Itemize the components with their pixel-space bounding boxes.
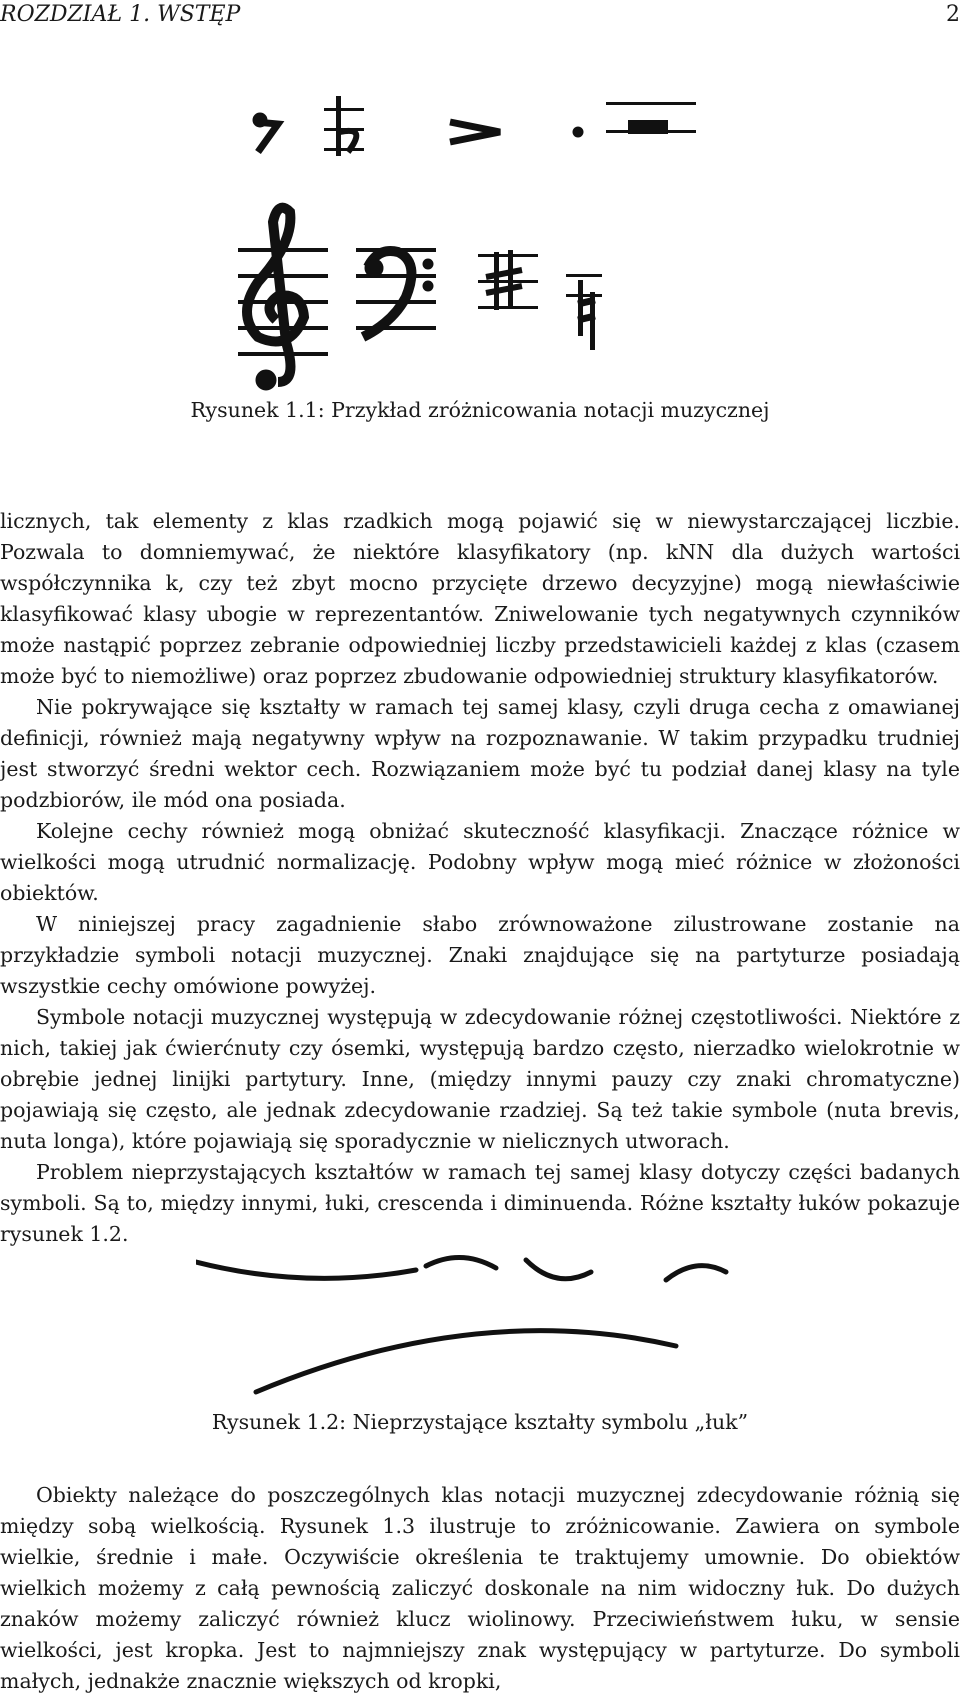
symbol-treble-clef-icon <box>238 208 328 390</box>
figure-2-caption: Rysunek 1.2: Nieprzystające kształty symbolu „łuk” <box>211 1410 749 1434</box>
paragraph: Obiekty należące do poszczególnych klas notacji muzycznej zdecydowanie różnią się między sobą wielkością. Rysunek 1.3 ilustruje to zróżnicowanie. Zawiera on symbole wielkie, średnie i małe. Oczywiście określenia te traktujemy umownie. Do obiektów wielkich możemy z całą pewnością zaliczyć doskonale na nim widoczny łuk. Do dużych znaków możemy zaliczyć również klucz wiolinowy. Przeciwieństwem łuku, w sensie wielkości, jest kropka. Jest to najmniejszy znak występujący w partyturze. Do symboli małych, jednakże znacznie większych od kropki, <box>0 1483 960 1693</box>
symbol-bass-clef-icon <box>356 248 436 337</box>
symbol-dot-and-rest-icon <box>573 102 696 137</box>
paragraph: Problem nieprzystających kształtów w ramach tej samej klasy dotyczy części badanych symboli. Są to, między innymi, łuki, crescenda i diminuenda. Różne kształty łuków pokazuje rysunek 1.2. <box>0 1160 960 1246</box>
symbol-accent-icon <box>450 122 500 142</box>
symbol-flat-on-staff-icon <box>324 96 364 156</box>
slur-shape-icon <box>256 1331 676 1392</box>
chapter-title: ROZDZIAŁ 1. WSTĘP <box>0 2 241 27</box>
paragraph: Kolejne cechy również mogą obniżać skuteczność klasyfikacji. Znaczące różnice w wielkości mogą utrudnić normalizację. Podobny wpływ mogą mieć różnice w złożoności obiektów. <box>0 819 960 905</box>
paragraph: licznych, tak elementy z klas rzadkich mogą pojawić się w niewystarczającej liczbie. Pozwala to domniemywać, że niektóre klasyfikatory (np. kNN dla dużych wartości współczynnika k, czy też zbyt mocno przycięte drzewo decyzyjne) mogą niewłaściwie klasyfikować klasy ubogie w reprezentantów. Zniwelowanie tych negatywnych czynników może nastąpić poprzez zebranie odpowiedniej liczby przedstawicieli każdej z klas (czasem może być to niemożliwe) oraz poprzez zbudowanie odpowiedniej struktury klasyfikatorów. <box>0 509 960 688</box>
paragraph: W niniejszej pracy zagadnienie słabo zrównoważone zilustrowane zostanie na przykładzie symboli notacji muzycznej. Znaki znajdujące się na partyturze posiadają wszystkie cechy omówione powyżej. <box>0 912 960 998</box>
figure-slur-shapes <box>196 1250 956 1400</box>
symbol-sharp-icon <box>478 250 538 310</box>
paragraph: Symbole notacji muzycznej występują w zdecydowanie różnej częstotliwości. Niektóre z nich, takiej jak ćwierćnuty czy ósemki, występują bardzo często, nierzadko wielokrotnie w obrębie jednej linijki partytury. Inne, (między innymi pauzy czy znaki chromatyczne) pojawiają się często, ale jednak zdecydowanie rzadziej. Są też takie symbole (nuta brevis, nuta longa), które pojawiają się sporadycznie w nielicznych utworach. <box>0 1005 960 1153</box>
symbol-natural-icon <box>566 274 602 350</box>
figure-music-notation-symbols <box>228 82 728 412</box>
slur-shape-icon <box>666 1266 726 1280</box>
symbol-rest-icon <box>253 113 278 152</box>
page-number: 2 <box>946 2 960 27</box>
running-header <box>0 2 960 27</box>
slur-shape-icon <box>426 1257 496 1268</box>
slur-shape-icon <box>196 1262 416 1278</box>
figure-1-caption: Rysunek 1.1: Przykład zróżnicowania notacji muzycznej <box>190 398 770 422</box>
slur-shape-icon <box>526 1260 591 1279</box>
main-text <box>0 506 960 1250</box>
main-text-continued <box>0 1480 960 1697</box>
paragraph: Nie pokrywające się kształty w ramach tej samej klasy, czyli druga cecha z omawianej definicji, również mają negatywny wpływ na rozpoznawanie. W takim przypadku trudniej jest stworzyć średni wektor cech. Rozwiązaniem może być tu podział danej klasy na tyle podzbiorów, ile mód ona posiada. <box>0 695 960 812</box>
